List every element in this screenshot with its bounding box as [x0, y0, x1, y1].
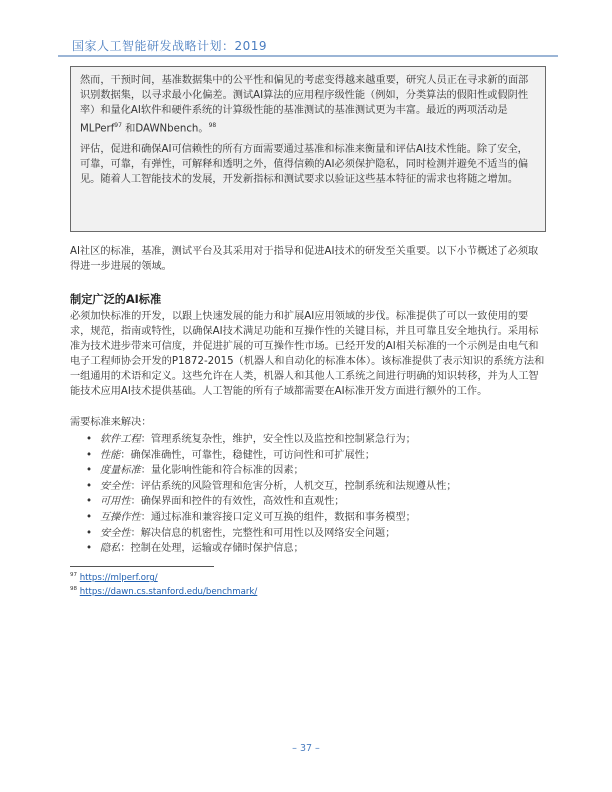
list-item-term: 软件工程	[100, 434, 141, 445]
bullet-icon: •	[86, 496, 93, 508]
page-header-title: 国家人工智能研发战略计划：2019	[72, 39, 268, 53]
callout-paragraph-2: 评估，促进和确保AI可信赖性的所有方面需要通过基准和标准来衡量和评估AI技术性能。除了安全，可靠，可靠，有弹性，可解释和透明之外，值得信赖的AI必须保护隐私，同时检测并避免不适当的偏见。随着人工智能技术的发展，开发新指标和测试要求以验证这些基本特征的需求也将随之增加。	[80, 144, 529, 186]
intro-paragraph: AI社区的标准，基准，测试平台及其采用对于指导和促进AI技术的研发至关重要。以下小节概述了必须取得进一步进展的领域。	[70, 246, 539, 272]
bullet-icon: •	[86, 543, 93, 555]
section-body-paragraph: 必须加快标准的开发，以跟上快速发展的能力和扩展AI应用领域的步伐。标准提供了可以一致使用的要求，规范，指南或特性，以确保AI技术满足功能和互操作性的关键目标，并且可靠且安全地执行。采用标准为技术进步带来可信度，并促进扩展的可互操作性市场。已经开发的AI相关标准的一个示例是由电气和电子工程师协会开发的P1872-2015（机器人和自动化的标准本体）。该标准提供了表示知识的系统方法和一组通用的术语和定义。这些允许在人类，机器人和其他人工系统之间进行明确的知识转移，并为人工智能技术应用AI技术提供基础。人工智能的所有子域都需要在AI标准开发方面进行额外的工作。	[70, 311, 545, 397]
footnote-98	[70, 586, 257, 597]
list-item	[86, 494, 546, 510]
bullet-icon: •	[86, 449, 93, 461]
bullet-icon: •	[86, 527, 93, 539]
list-item	[86, 463, 546, 479]
footnote-link-mlperf[interactable]: https://mlperf.org/	[79, 572, 158, 583]
list-item-term: 度量标准	[100, 465, 141, 477]
callout-paragraph-1-mid: 和DAWNbench。	[121, 123, 209, 135]
list-item-text: ：通过标准和兼容接口定义可互换的组件，数据和事务模型；	[140, 511, 416, 523]
bullet-icon: •	[86, 480, 93, 492]
list-item-term: 性能	[100, 449, 121, 461]
list-item-term: 安全性	[100, 480, 131, 492]
list-item-term: 隐私	[100, 543, 121, 555]
footnote-number: 98	[70, 586, 77, 592]
header-divider	[58, 55, 558, 57]
list-item	[86, 526, 546, 542]
footnote-number: 97	[70, 572, 77, 578]
list-item-text: ：评估系统的风险管理和危害分析，人机交互，控制系统和法规遵从性；	[130, 480, 457, 492]
page-number: – 37 –	[292, 743, 320, 754]
list-item-term: 互操作性	[100, 511, 141, 523]
list-item-text: ：确保界面和控件的有效性，高效性和直观性；	[130, 496, 345, 508]
list-item-text: ：控制在处理，运输或存储时保护信息；	[120, 543, 304, 555]
standards-list	[86, 432, 546, 557]
list-item-text: ：量化影响性能和符合标准的因素；	[140, 465, 304, 477]
section-heading: 制定广泛的AI标准	[70, 293, 162, 306]
bullet-icon: •	[86, 465, 93, 477]
list-item-text: ：确保准确性，可靠性，稳健性，可访问性和可扩展性；	[120, 449, 376, 461]
footnote-ref-98[interactable]: 98	[208, 122, 217, 129]
footnote-divider	[70, 566, 214, 567]
bullet-icon: •	[86, 434, 93, 445]
footnote-97	[70, 572, 158, 583]
list-item-term: 安全性	[100, 527, 131, 539]
list-item	[86, 479, 546, 495]
callout-paragraph-1	[80, 73, 536, 136]
footnote-link-dawnbench[interactable]: https://dawn.cs.stanford.edu/benchmark/	[79, 586, 258, 597]
list-item-term: 可用性	[100, 496, 131, 508]
list-intro: 需要标准来解决：	[70, 417, 152, 428]
list-item	[86, 510, 546, 526]
list-item	[86, 448, 546, 464]
list-item	[86, 432, 546, 448]
list-item-text: ：管理系统复杂性，维护，安全性以及监控和控制紧急行为；	[140, 434, 416, 445]
bullet-icon: •	[86, 511, 93, 523]
footnote-ref-97[interactable]: 97	[114, 122, 122, 129]
list-item-text: ：解决信息的机密性，完整性和可用性以及网络安全问题；	[130, 527, 396, 539]
callout-paragraph-1-text: 然而，干预时间，基准数据集中的公平性和偏见的考虑变得越来越重要，研究人员正在寻求新的面部识别数据集，以寻求最小化偏差。测试AI算法的应用程序级性能（例如，分类算法的假阳性或假阴性率）和量化AI软件和硬件系统的计算级性能的基准测试的基准测试更为丰富。最近的两项活动是MLPerf	[80, 75, 529, 135]
list-item	[86, 541, 546, 557]
callout-box	[70, 66, 546, 232]
